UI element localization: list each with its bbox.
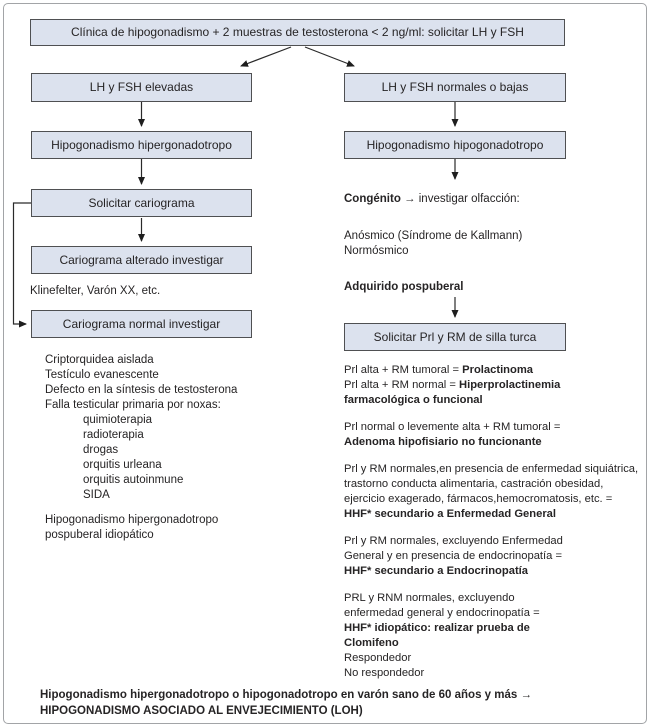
right-notes xyxy=(344,363,638,693)
box-hipogonadismo-hipogonadotropo: Hipogonadismo hipogonadotropo xyxy=(344,131,566,159)
note-paragraph xyxy=(344,534,638,579)
note-line xyxy=(344,549,638,564)
note-text: General y en presencia de endocrinopatía = xyxy=(344,550,562,562)
note-text: PRL y RNM normales, excluyendo xyxy=(344,592,515,604)
note-text: trastorno conducta alimentaria, castración obesidad, xyxy=(344,478,604,490)
note-text-bold: Hiperprolactinemia xyxy=(459,379,561,391)
note-line xyxy=(344,393,638,408)
note-paragraph xyxy=(344,363,638,408)
noxa-item: orquitis autoinmune xyxy=(83,474,184,486)
box-lh-fsh-elevadas: LH y FSH elevadas xyxy=(31,73,252,102)
note-text: Prl normal o levemente alta + RM tumoral = xyxy=(344,421,561,433)
note-text: Prl y RM normales, excluyendo Enfermedad xyxy=(344,535,563,547)
klinefelter-note: Klinefelter, Varón XX, etc. xyxy=(30,285,161,297)
note-text: ejercicio exagerado, fármacos,hemocromatosis, etc. = xyxy=(344,493,613,505)
box-hipogonadismo-hipergonadotropo: Hipogonadismo hipergonadotropo xyxy=(31,131,252,159)
note-text-bold: farmacológica o funcional xyxy=(344,394,483,406)
noxa-item: SIDA xyxy=(83,489,110,501)
note-line xyxy=(344,606,638,621)
left-causes-list xyxy=(45,353,237,413)
note-line xyxy=(344,666,638,681)
adquirido-line: Adquirido pospuberal xyxy=(344,281,464,293)
note-text: Prl alta + RM normal = xyxy=(344,379,460,391)
note-line xyxy=(344,477,638,492)
note-line xyxy=(344,564,638,579)
note-line xyxy=(344,462,638,477)
note-text-bold: Adenoma hipofisiario no funcionante xyxy=(344,436,542,448)
cause-item: Criptorquidea aislada xyxy=(45,354,154,366)
note-paragraph xyxy=(344,420,638,450)
note-line xyxy=(344,363,638,378)
note-text-bold: HHF* secundario a Endocrinopatía xyxy=(344,565,529,577)
arrow-split-right xyxy=(305,47,354,66)
box-lh-fsh-normales-bajas: LH y FSH normales o bajas xyxy=(344,73,566,102)
cause-item: Falla testicular primaria por noxas: xyxy=(45,399,221,411)
note-text: Prl y RM normales,en presencia de enfermedad siquiátrica, xyxy=(344,463,639,475)
box-solicitar-cariograma: Solicitar cariograma xyxy=(31,189,252,217)
noxa-item: orquitis urleana xyxy=(83,459,162,471)
congenito-label: Congénito xyxy=(344,193,401,205)
note-paragraph xyxy=(344,591,638,681)
idiopatico-line: Hipogonadismo hipergonadotropo xyxy=(45,514,219,526)
note-line xyxy=(344,420,638,435)
note-line xyxy=(344,492,638,507)
note-text-bold: HHF* secundario a Enfermedad General xyxy=(344,508,557,520)
noxa-item: drogas xyxy=(83,444,119,456)
note-line xyxy=(344,636,638,651)
note-text-bold: Clomifeno xyxy=(344,637,399,649)
arrow-loop-cariograma-to-normal xyxy=(14,203,32,324)
idiopatico-line: pospuberal idiopático xyxy=(45,529,154,541)
box-cariograma-normal: Cariograma normal investigar xyxy=(31,310,252,338)
note-line xyxy=(344,651,638,666)
note-paragraph xyxy=(344,462,638,522)
note-line xyxy=(344,591,638,606)
box-clinica-hipogonadismo: Clínica de hipogonadismo + 2 muestras de testosterona < 2 ng/ml: solicitar LH y FSH xyxy=(30,19,565,46)
footer-conclusion: Hipogonadismo hipergonadotropo o hipogonadotropo en varón sano de 60 años y más → HIPOGONADISMO ASOCIADO AL ENVEJECIMIENTO (LOH) xyxy=(40,689,532,717)
note-text: enfermedad general y endocrinopatía = xyxy=(344,607,540,619)
note-text: Prl alta + RM tumoral = xyxy=(344,364,463,376)
note-line xyxy=(344,534,638,549)
note-line xyxy=(344,435,638,450)
cause-item: Defecto en la síntesis de testosterona xyxy=(45,384,238,396)
congenito-rest: → investigar olfacción: xyxy=(400,193,520,205)
note-text-bold: Prolactinoma xyxy=(462,364,534,376)
note-text: Respondedor xyxy=(344,652,412,664)
noxa-item: radioterapia xyxy=(83,429,144,441)
note-line xyxy=(344,378,638,393)
arrow-split-left xyxy=(241,47,291,66)
congenito-line xyxy=(344,192,520,207)
idiopatico-note xyxy=(45,513,218,543)
note-line xyxy=(344,621,638,636)
noxa-item: quimioterapia xyxy=(83,414,153,426)
note-line xyxy=(344,507,638,522)
anosmico-line: Anósmico (Síndrome de Kallmann) xyxy=(344,230,523,242)
box-solicitar-prl-rm: Solicitar Prl y RM de silla turca xyxy=(344,323,566,351)
cause-item: Testículo evanescente xyxy=(45,369,159,381)
box-cariograma-alterado: Cariograma alterado investigar xyxy=(31,246,252,274)
normosmico-line: Normósmico xyxy=(344,245,409,257)
note-text-bold: HHF* idiopático: realizar prueba de xyxy=(344,622,530,634)
note-text: No respondedor xyxy=(344,667,425,679)
noxas-list xyxy=(83,413,183,503)
